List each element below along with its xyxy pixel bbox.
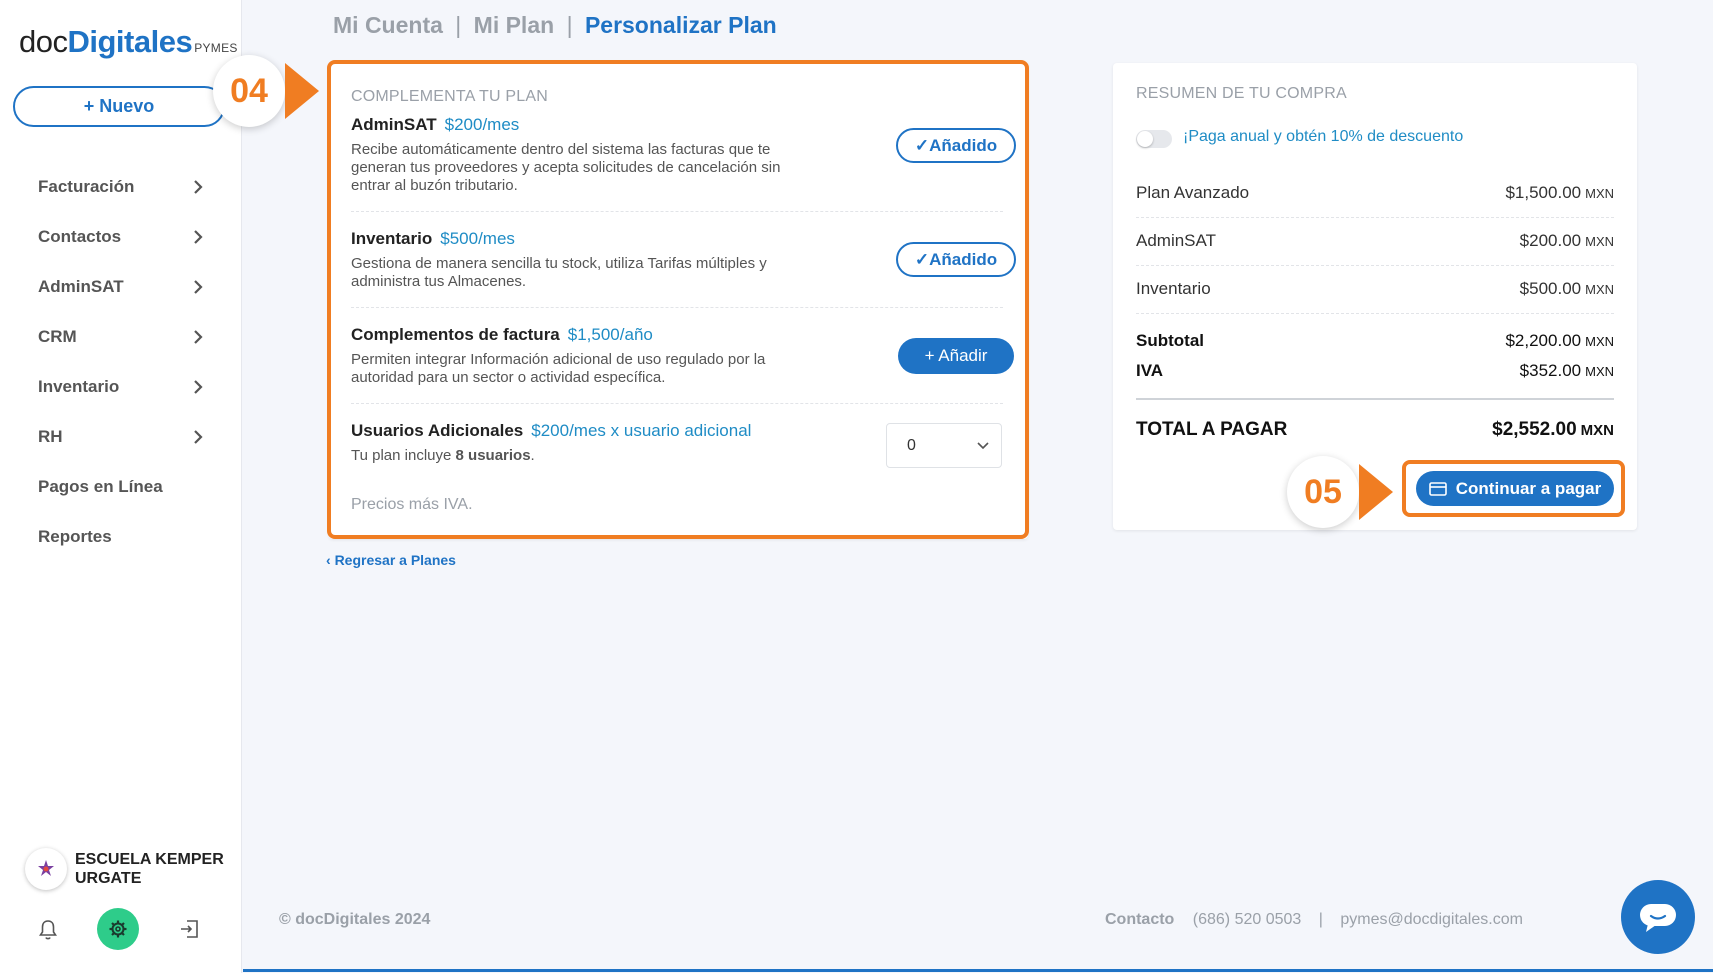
avatar [25,848,67,890]
back-link-label: Regresar a Planes [334,552,456,568]
subtotal-label: Subtotal [1136,331,1204,350]
chevron-down-icon [977,442,989,450]
users-included-prefix: Tu plan incluye [351,447,456,464]
chevron-right-icon [192,380,204,394]
breadcrumb-mi-cuenta[interactable]: Mi Cuenta [333,12,443,38]
footer-separator: | [1318,911,1323,928]
addon-title: Usuarios Adicionales [351,421,524,440]
sidebar-item-label: Pagos en Línea [38,477,163,496]
sidebar [0,0,242,973]
sidebar-item-inventario[interactable] [0,362,242,412]
total-label: TOTAL A PAGAR [1136,419,1288,440]
logout-icon[interactable] [178,918,200,940]
summary-line-inventario [1136,279,1614,299]
settings-button[interactable] [97,908,139,950]
new-button[interactable]: + Nuevo [13,86,225,127]
school-logo-icon [35,858,57,880]
addon-price: $200/mes x usuario adicional [531,421,752,440]
users-included-count: 8 usuarios [455,447,531,464]
sidebar-item-rh[interactable] [0,412,242,462]
summary-iva [1136,361,1614,381]
sidebar-item-contactos[interactable] [0,212,242,262]
sidebar-item-label: Facturación [38,177,135,196]
additional-users-value: 0 [907,436,916,454]
contact-phone[interactable]: (686) 520 0503 [1192,911,1302,928]
summary-line-adminsat [1136,231,1614,251]
copyright: © docDigitales 2024 [279,911,431,928]
addon-description: Recibe automáticamente dentro del sistema las facturas que te generan tus proveedores y acepta solicitudes de cancelación sin entrar al buzón tributario. [351,141,781,194]
currency-label: MXN [1585,234,1614,249]
sidebar-item-label: CRM [38,327,77,346]
annual-payment-label[interactable]: ¡Paga anual y obtén 10% de descuento [1183,128,1464,145]
divider [1136,265,1614,266]
back-to-plans-link[interactable] [326,552,456,568]
user-name-line2: URGATE [75,870,142,887]
currency-label: MXN [1585,334,1614,349]
addon-title: Inventario [351,229,433,248]
sidebar-item-label: Contactos [38,227,122,246]
currency-label: MXN [1585,282,1614,297]
addon-title: Complementos de factura [351,325,560,344]
summary-line-amount: $1,500.00 [1505,183,1582,202]
inventario-added-button[interactable]: ✓Añadido [896,242,1016,277]
logo-digitales: Digitales [67,24,193,59]
sidebar-item-label: Reportes [38,527,112,546]
footer-accent-line [243,969,1713,972]
chat-icon [1638,900,1678,934]
summary-total [1136,419,1614,441]
complementos-add-button[interactable]: + Añadir [898,338,1014,374]
sidebar-item-crm[interactable] [0,312,242,362]
contact-email[interactable]: pymes@docdigitales.com [1340,911,1523,928]
footer-contact [1105,911,1523,929]
gear-icon [108,919,128,939]
divider [1136,313,1614,314]
addon-description: Gestiona de manera sencilla tu stock, utiliza Tarifas múltiples y administra tus Almacenes. [351,255,767,290]
sidebar-item-reportes[interactable] [0,512,242,562]
prices-footnote: Precios más IVA. [351,496,473,513]
addon-description: Permiten integrar Información adicional de uso regulado por la autoridad para un sector o actividad específica. [351,351,766,386]
addon-price: $200/mes [444,115,520,134]
currency-label: MXN [1580,422,1614,439]
logo-doc: doc [19,24,68,59]
user-name-line1: ESCUELA KEMPER [75,851,224,868]
continue-to-pay-label: Continuar a pagar [1455,478,1602,498]
chat-button[interactable] [1621,880,1695,954]
chevron-right-icon [192,280,204,294]
total-divider [1136,398,1614,400]
breadcrumb-separator: | [566,12,573,38]
divider [351,403,1003,404]
sidebar-item-adminsat[interactable] [0,262,242,312]
continue-to-pay-button[interactable] [1416,471,1614,506]
user-profile[interactable] [25,848,224,890]
users-included-suffix: . [530,447,535,464]
adminsat-added-button[interactable]: ✓Añadido [896,128,1016,163]
addons-heading: COMPLEMENTA TU PLAN [351,88,549,105]
chevron-left-icon: ‹ [326,552,335,568]
sidebar-item-facturacion[interactable] [0,162,242,212]
contact-label[interactable]: Contacto [1105,911,1175,928]
subtotal-amount: $2,200.00 [1505,331,1582,350]
step-callout-04: 04 [213,55,285,127]
sidebar-item-label: AdminSAT [38,277,124,296]
currency-label: MXN [1585,364,1614,379]
currency-label: MXN [1585,186,1614,201]
summary-line-label: Inventario [1136,279,1211,298]
summary-subtotal [1136,331,1614,351]
callout-arrow-icon [1359,464,1393,520]
breadcrumb-mi-plan[interactable]: Mi Plan [473,12,555,38]
chevron-right-icon [192,330,204,344]
sidebar-bottom-actions [0,906,242,956]
chevron-right-icon [192,180,204,194]
annual-payment-toggle[interactable] [1136,130,1172,148]
summary-line-amount: $500.00 [1519,279,1582,298]
summary-line-plan [1136,183,1614,203]
divider [351,211,1003,212]
breadcrumb-separator: | [455,12,462,38]
sidebar-nav [0,162,242,562]
sidebar-item-label: Inventario [38,377,120,396]
summary-line-amount: $200.00 [1519,231,1582,250]
addon-price: $500/mes [440,229,515,248]
callout-arrow-icon [285,63,319,119]
brand-logo[interactable] [19,24,238,60]
summary-line-label: Plan Avanzado [1136,183,1250,202]
addon-price: $1,500/año [567,325,653,344]
credit-card-icon [1429,482,1447,496]
iva-amount: $352.00 [1519,361,1582,380]
summary-line-label: AdminSAT [1136,231,1216,250]
additional-users-select[interactable] [886,423,1002,468]
divider [351,307,1003,308]
addon-title: AdminSAT [351,115,437,134]
sidebar-item-label: RH [38,427,63,446]
summary-heading: RESUMEN DE TU COMPRA [1136,85,1347,102]
divider [1136,217,1614,218]
page-title: Personalizar Plan [584,12,777,38]
iva-label: IVA [1136,361,1164,380]
logo-pymes: PYMES [194,41,238,55]
chevron-right-icon [192,230,204,244]
chevron-right-icon [192,430,204,444]
bell-icon[interactable] [38,918,58,942]
total-amount: $2,552.00 [1492,419,1577,440]
breadcrumb [333,12,777,39]
step-callout-05: 05 [1287,456,1359,528]
sidebar-item-pagos-en-linea[interactable] [0,462,242,512]
addon-description [351,447,791,465]
